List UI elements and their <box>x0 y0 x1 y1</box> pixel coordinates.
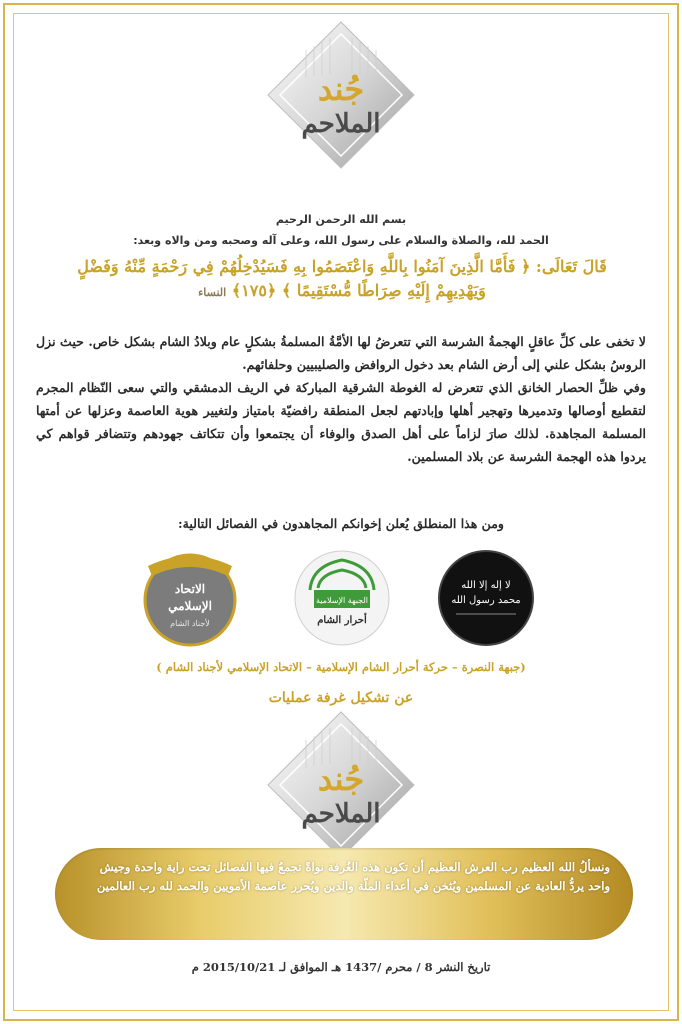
paragraph-2: وفي ظلِّ الحصار الخانق الذي تتعرض له الغوطة الشرقية المباركة في الريف الدمشقي والتي سعى النّظام المجرم لتقطيع أوصالها وتدميرها وتهجير أهلها وإبادتهم لجعل المنطقة رافضيّة بامتياز ولتغيير هوية العاصمة وعزلها عن أمتها المسلمة المجاهدة. لذلك صارَ لزاماً على أهل الصدق والوفاء أن يجتمعوا وأن تتكاتف جهودهم وتتضافر قواهم كي يردوا هذه الهجمة الشرسة عن بلاد المسلمين. <box>36 380 646 464</box>
ittihad-islami-emblem <box>140 548 240 648</box>
nusra-emblem <box>436 548 536 648</box>
logo-bottom-word: الملاحم <box>301 109 381 139</box>
nusra-shahada-1: لا إله إلا الله <box>461 580 511 591</box>
logo-bottom-bottom-word: الملاحم <box>301 799 381 829</box>
factions-list: (جبهة النصرة – حركة أحرار الشام الإسلامية – الاتحاد الإسلامي لأجناد الشام ) <box>156 660 526 674</box>
operations-room-announcement: عن تشكيل غرفة عمليات <box>268 690 414 706</box>
logo-bottom-top-word: جُند <box>317 760 365 798</box>
ahrar-sub-name: أحرار الشام <box>317 615 367 626</box>
nusra-shahada-2: محمد رسول الله <box>451 595 521 606</box>
quran-verse <box>60 255 624 305</box>
jund-al-malahim-logo-top <box>266 20 416 170</box>
statement-body <box>36 330 646 468</box>
jund-al-malahim-logo-bottom <box>266 710 416 860</box>
ittihad-line-1: الاتحاد <box>174 582 206 596</box>
paragraph-1: لا تخفى على كلِّ عاقلٍ الهجمةُ الشرسة التي تتعرضُ لها الأمَّةُ المسلمةُ بشكلٍ عام وبلادُ الشام بشكل خاص. حيث نزل الروسُ بشكل علني إلى أرض الشام بعد دخول الروافض والصليبيين وحلفائهم. <box>36 334 646 372</box>
ittihad-line-3: لأجناد الشام <box>170 619 210 628</box>
closing-prayer: ونسألُ الله العظيم رب العرش العظيم أن تكون هذه الغُرفة نواةً تجمعُ فيها الفصائل تحت راية واحدة وجيش واحد يردُّ العادية عن المسلمين ويُثخن في أعداء الملّة والدين ويُحرر عاصمة الأمويين والحمد لله رب العالمين <box>96 860 610 893</box>
verse-text: قَالَ تَعَالَى: ﴿ فَأَمَّا الَّذِينَ آمَنُوا بِاللَّهِ وَاعْتَصَمُوا بِهِ فَسَيُدْخِلُهُمْ فِي رَحْمَةٍ مِّنْهُ وَفَضْلٍ وَيَهْدِيهِمْ إِلَيْهِ صِرَاطًا مُّسْتَقِيمًا ﴾ ﴿١٧٥﴾ <box>77 257 607 300</box>
ahrar-front-name: الجبهة الإسلامية <box>315 596 369 605</box>
intro-line: الحمد لله، والصلاة والسلام على رسول الله، وعلى آله وصحبه ومن والاه وبعد: <box>133 234 549 247</box>
ahrar-al-sham-emblem <box>292 548 392 648</box>
logo-top-word: جُند <box>317 70 365 108</box>
surah-name: النساء <box>198 286 227 299</box>
announce-line: ومن هذا المنطلق يُعلن إخوانكم المجاهدون في الفصائل التالية: <box>178 516 504 531</box>
ittihad-line-2: الإسلامي <box>168 599 212 613</box>
basmala: بسم الله الرحمن الرحيم <box>275 213 407 226</box>
publication-date: تاريخ النشر 8 / محرم /1437 هـ الموافق لـ 2015/10/21 م <box>191 960 491 974</box>
